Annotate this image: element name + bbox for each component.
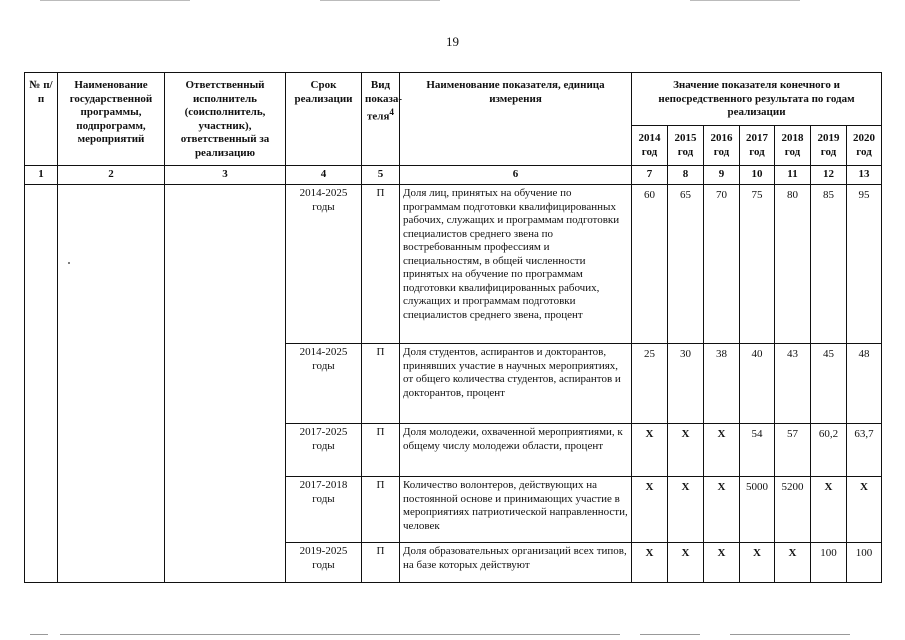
- cell-number-empty: [25, 185, 58, 583]
- column-number: 5: [362, 166, 400, 185]
- cell-indicator: Доля образовательных организаций всех типов, на базе которых действуют: [400, 543, 632, 583]
- column-number: 3: [165, 166, 286, 185]
- header-indicator-name: Наименование показателя, единица измерения: [400, 73, 632, 166]
- cell-program-empty: [58, 185, 165, 583]
- column-number: 11: [775, 166, 811, 185]
- scan-top-rule-right: [690, 0, 800, 1]
- cell-period: 2014-2025 годы: [286, 185, 362, 344]
- scan-speck: [68, 262, 70, 264]
- header-year: 2014 год: [632, 126, 668, 166]
- cell-value: 48: [847, 344, 882, 424]
- cell-value: 5200: [775, 477, 811, 543]
- header-indicator-type: [362, 73, 403, 166]
- scan-mark: [30, 634, 48, 635]
- indicator-table: [24, 72, 882, 583]
- cell-value: 60: [632, 185, 668, 344]
- cell-value: Х: [704, 424, 740, 477]
- cell-responsible-empty: [165, 185, 286, 583]
- column-number: 9: [704, 166, 740, 185]
- cell-value: Х: [704, 543, 740, 583]
- cell-value: 40: [740, 344, 775, 424]
- cell-value: Х: [740, 543, 775, 583]
- cell-period: 2019-2025 годы: [286, 543, 362, 583]
- cell-value: 43: [775, 344, 811, 424]
- scan-mark: [730, 634, 850, 635]
- column-number: 1: [25, 166, 58, 185]
- table-row: [25, 185, 882, 344]
- column-number: 4: [286, 166, 362, 185]
- scan-bottom-marks: [30, 634, 880, 636]
- column-number: 7: [632, 166, 668, 185]
- cell-type: П: [362, 477, 400, 543]
- header-year: 2018 год: [775, 126, 811, 166]
- cell-value: Х: [668, 543, 704, 583]
- cell-value: 60,2: [811, 424, 847, 477]
- cell-value: Х: [775, 543, 811, 583]
- cell-value: 57: [775, 424, 811, 477]
- scan-mark: [640, 634, 700, 635]
- cell-indicator: Количество волонтеров, действующих на постоянной основе и принимающих участие в мероприятиях патриотической направленности, человек: [400, 477, 632, 543]
- cell-value: 100: [811, 543, 847, 583]
- header-number: № п/п: [25, 73, 58, 166]
- cell-period: 2017-2025 годы: [286, 424, 362, 477]
- scan-mark: [60, 634, 620, 635]
- cell-indicator: Доля молодежи, охваченной мероприятиями, к общему числу молодежи области, процент: [400, 424, 632, 477]
- cell-type: П: [362, 424, 400, 477]
- page-number: 19: [446, 34, 459, 49]
- cell-value: 80: [775, 185, 811, 344]
- column-number: 10: [740, 166, 775, 185]
- cell-value: 38: [704, 344, 740, 424]
- cell-value: Х: [811, 477, 847, 543]
- column-number: 6: [400, 166, 632, 185]
- header-year: 2015 год: [668, 126, 704, 166]
- header-year: 2020 год: [847, 126, 882, 166]
- cell-value: 30: [668, 344, 704, 424]
- cell-indicator: Доля лиц, принятых на обучение по программам подготовки квалифицированных рабочих, служащих и программам подготовки специалистов среднего звена по востребованным профессиям и специальностям, в общей численности принятых на обучение по программам подготовки квалифицированных рабочих, служащих и программам подготовки специалистов среднего звена, процент: [400, 185, 632, 344]
- cell-value: 63,7: [847, 424, 882, 477]
- cell-value: Х: [668, 424, 704, 477]
- cell-type: П: [362, 185, 400, 344]
- scan-top-rule-mid: [320, 0, 440, 1]
- header-indicator-type-text: Вид показа-теля: [365, 79, 403, 123]
- cell-indicator: Доля студентов, аспирантов и докторантов, принявших участие в научных мероприятиях, от общего количества студентов, аспирантов и докторантов, процент: [400, 344, 632, 424]
- cell-value: 54: [740, 424, 775, 477]
- header-responsible: Ответственный исполнитель (соисполнитель, участник), ответственный за реализацию: [165, 73, 286, 166]
- header-year: 2017 год: [740, 126, 775, 166]
- cell-period: 2014-2025 годы: [286, 344, 362, 424]
- header-row: [25, 73, 882, 126]
- column-number: 8: [668, 166, 704, 185]
- cell-value: 70: [704, 185, 740, 344]
- header-year: 2019 год: [811, 126, 847, 166]
- header-period: Срок реализации: [286, 73, 362, 166]
- cell-type: П: [362, 543, 400, 583]
- cell-value: 25: [632, 344, 668, 424]
- cell-value: 100: [847, 543, 882, 583]
- cell-period: 2017-2018 годы: [286, 477, 362, 543]
- cell-value: Х: [668, 477, 704, 543]
- cell-value: 85: [811, 185, 847, 344]
- cell-value: 75: [740, 185, 775, 344]
- cell-value: Х: [632, 424, 668, 477]
- header-values-by-year: Значение показателя конечного и непосредственного результата по годам реализации: [632, 73, 882, 126]
- cell-value: Х: [632, 477, 668, 543]
- cell-value: Х: [847, 477, 882, 543]
- cell-value: 95: [847, 185, 882, 344]
- cell-value: 65: [668, 185, 704, 344]
- header-year: 2016 год: [704, 126, 740, 166]
- cell-value: 5000: [740, 477, 775, 543]
- cell-value: 45: [811, 344, 847, 424]
- column-number: 2: [58, 166, 165, 185]
- cell-value: Х: [704, 477, 740, 543]
- column-number: 12: [811, 166, 847, 185]
- cell-type: П: [362, 344, 400, 424]
- column-numbers-row: [25, 166, 882, 185]
- column-number: 13: [847, 166, 882, 185]
- cell-value: Х: [632, 543, 668, 583]
- header-program-name: Наименование государственной программы, подпрограмм, мероприятий: [58, 73, 165, 166]
- header-footnote-mark: 4: [389, 107, 394, 117]
- scan-top-rule-left: [40, 0, 190, 1]
